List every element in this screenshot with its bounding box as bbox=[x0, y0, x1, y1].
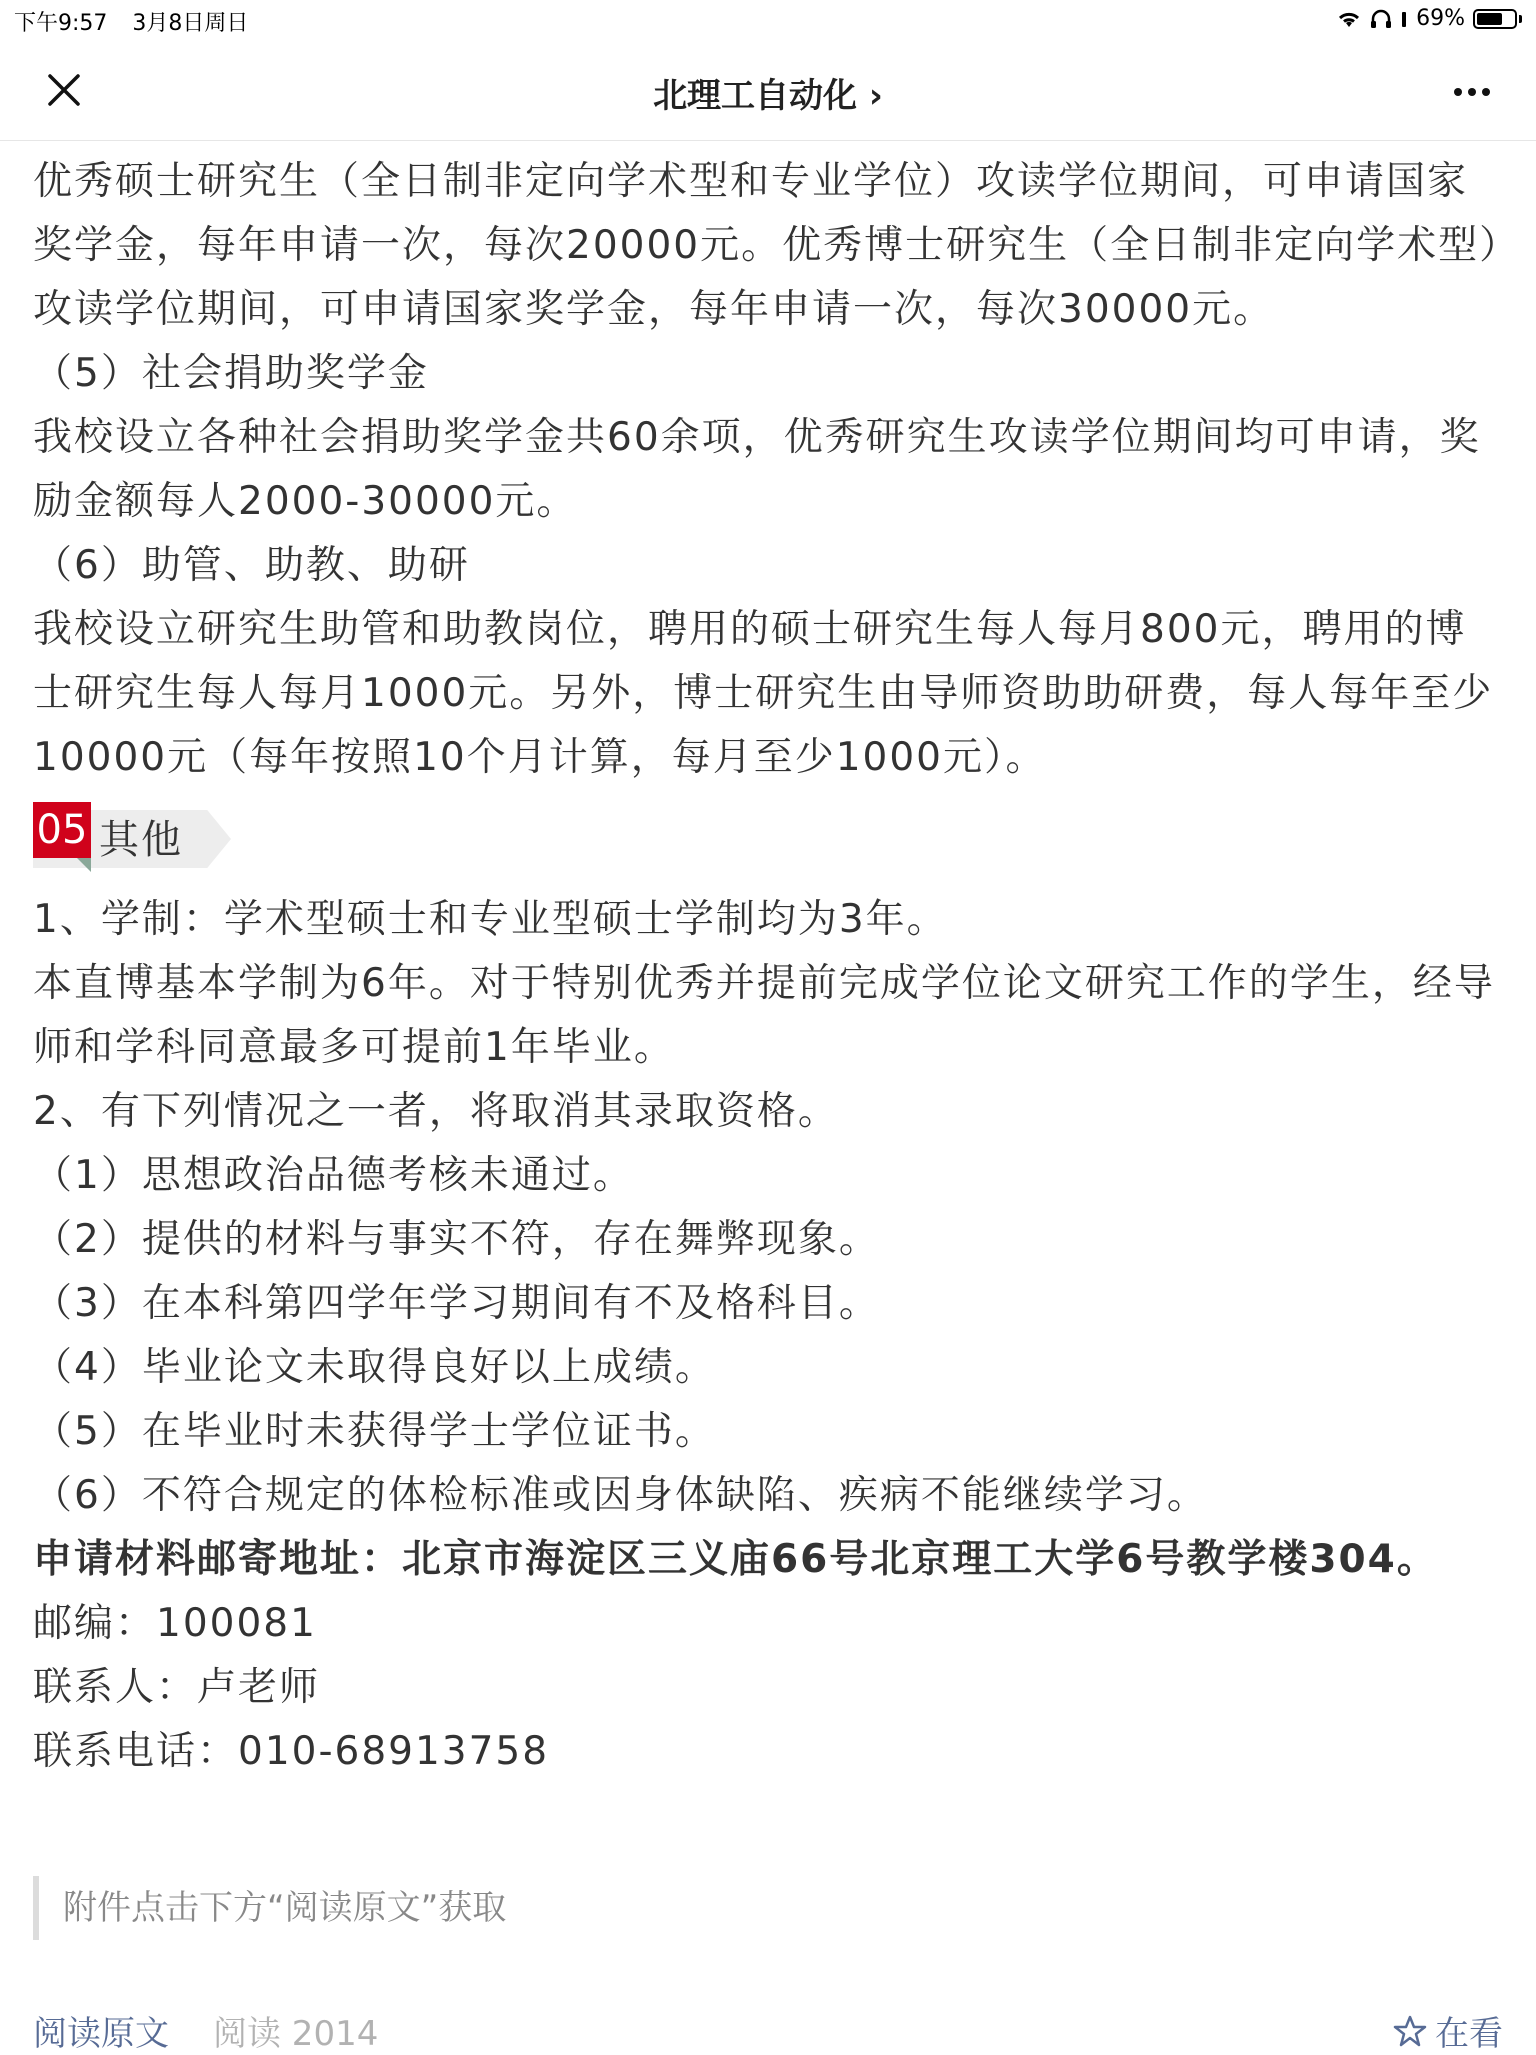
status-right bbox=[1336, 6, 1522, 31]
article-paragraph: （6）助管、助教、助研 bbox=[33, 543, 470, 588]
battery-cap bbox=[1519, 15, 1522, 23]
article-footer bbox=[33, 2006, 1503, 2054]
more-icon[interactable] bbox=[1442, 72, 1502, 112]
section-header bbox=[33, 802, 1503, 882]
wifi-icon bbox=[1336, 9, 1362, 29]
status-date: 3月8日周日 bbox=[132, 11, 249, 36]
postcode: 邮编：100081 bbox=[33, 1601, 317, 1646]
star-icon bbox=[1393, 2014, 1427, 2048]
article-paragraph: 我校设立各种社会捐助奖学金共60余项，优秀研究生攻读学位期间均可申请，奖励金额每人2000-30000元。 bbox=[33, 415, 1481, 524]
status-bar bbox=[0, 0, 1536, 40]
attachment-note: 附件点击下方“阅读原文”获取 bbox=[33, 1876, 1033, 1940]
battery-percent: 69% bbox=[1416, 6, 1465, 31]
read-original-link[interactable]: 阅读原文 bbox=[33, 2014, 169, 2054]
nav-bar bbox=[0, 40, 1536, 141]
location-icon bbox=[1400, 9, 1408, 29]
article-paragraph: 优秀硕士研究生（全日制非定向学术型和专业学位）攻读学位期间，可申请国家奖学金，每年申请一次，每次20000元。优秀博士研究生（全日制非定向学术型）攻读学位期间，可申请国家奖学金，每年申请一次，每次30000元。 bbox=[33, 159, 1501, 332]
article-paragraph: 2、有下列情况之一者，将取消其录取资格。 bbox=[33, 1089, 839, 1134]
status-time: 下午9:57 bbox=[14, 11, 108, 36]
battery-fill bbox=[1477, 13, 1502, 25]
headphones-icon bbox=[1370, 9, 1392, 29]
read-count: 阅读 2014 bbox=[213, 2014, 379, 2054]
contact-phone: 联系电话：010-68913758 bbox=[33, 1729, 550, 1774]
article-paragraph: （4）毕业论文未取得良好以上成绩。 bbox=[33, 1345, 716, 1390]
article-paragraph: （5）在毕业时未获得学士学位证书。 bbox=[33, 1409, 716, 1454]
section-number: 05 bbox=[33, 802, 91, 858]
account-name-link[interactable]: 北理工自动化 › bbox=[653, 76, 883, 116]
mailing-address: 申请材料邮寄地址：北京市海淀区三义庙66号北京理工大学6号教学楼304。 bbox=[33, 1537, 1438, 1582]
article-paragraph: （3）在本科第四学年学习期间有不及格科目。 bbox=[33, 1281, 880, 1326]
article-paragraph: （2）提供的材料与事实不符，存在舞弊现象。 bbox=[33, 1217, 880, 1262]
article-paragraph: （5）社会捐助奖学金 bbox=[33, 351, 429, 396]
wow-label: 在看 bbox=[1435, 2014, 1503, 2054]
contact-person: 联系人：卢老师 bbox=[33, 1665, 321, 1710]
article-paragraph: （1）思想政治品德考核未通过。 bbox=[33, 1153, 634, 1198]
battery-icon bbox=[1473, 9, 1517, 29]
status-left bbox=[14, 6, 266, 37]
article-paragraph: （6）不符合规定的体检标准或因身体缺陷、疾病不能继续学习。 bbox=[33, 1473, 1208, 1518]
section-title: 其他 bbox=[99, 817, 183, 863]
article-paragraph: 本直博基本学制为6年。对于特别优秀并提前完成学位论文研究工作的学生，经导师和学科同意最多可提前1年毕业。 bbox=[33, 961, 1495, 1070]
article-paragraph: 我校设立研究生助管和助教岗位，聘用的硕士研究生每人每月800元，聘用的博士研究生每人每月1000元。另外，博士研究生由导师资助助研费，每人每年至少10000元（每年按照10个月计算，每月至少1000元）。 bbox=[33, 607, 1494, 780]
section-notch bbox=[77, 858, 91, 872]
article-paragraph: 1、学制：学术型硕士和专业型硕士学制均为3年。 bbox=[33, 897, 948, 942]
article-body bbox=[33, 150, 1503, 1784]
